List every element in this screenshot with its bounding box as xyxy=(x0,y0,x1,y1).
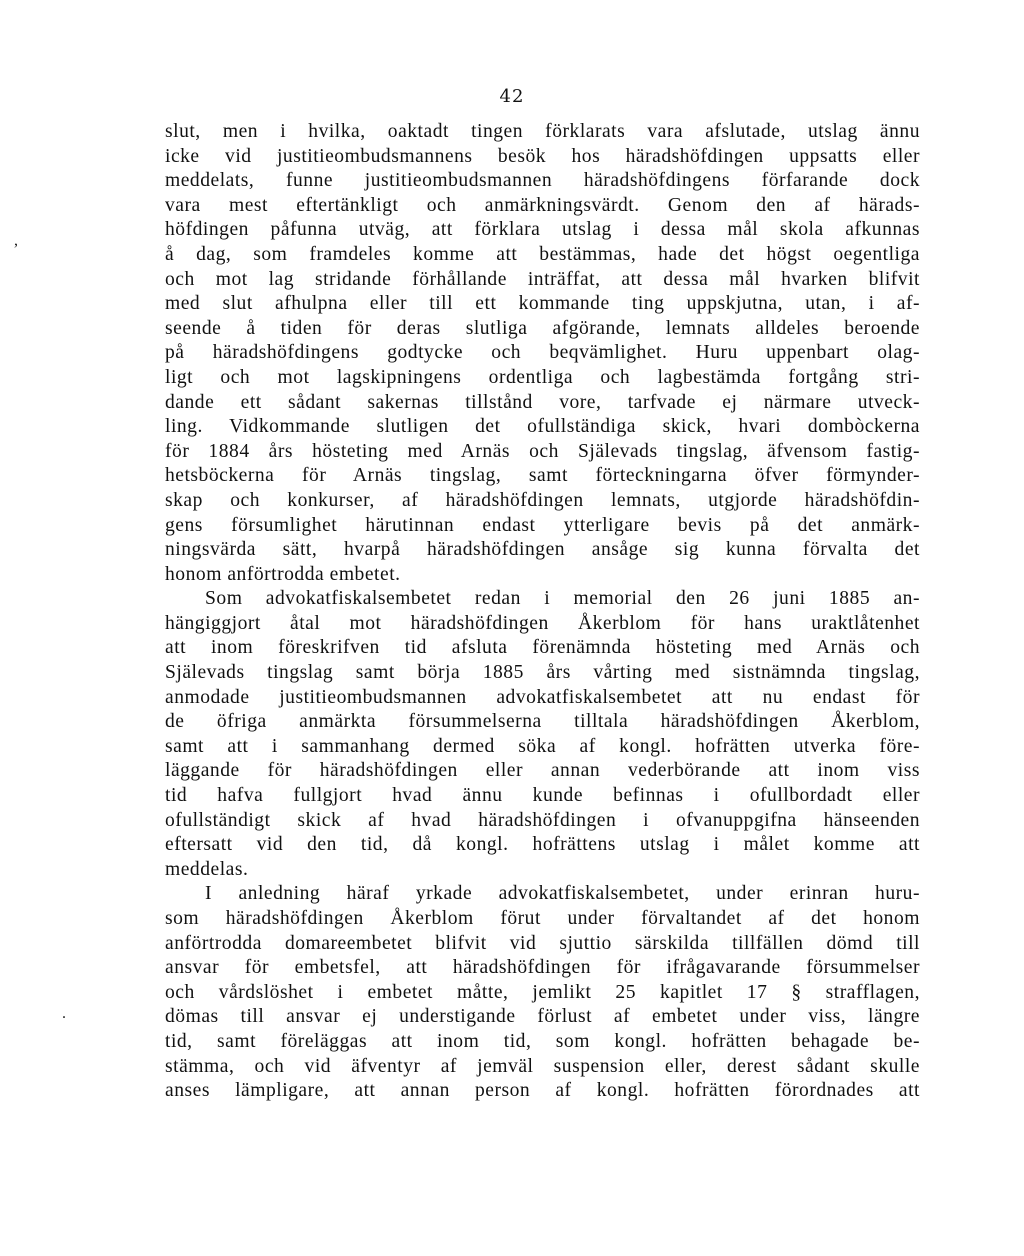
text-line: meddelats, funne justitieombudsmannen häradshöfdingens förfarande dock xyxy=(165,170,920,192)
text-line: på häradshöfdingens godtycke och beqvämlighet. Huru uppenbart olag- xyxy=(165,342,920,364)
text-line: eftersatt vid den tid, då kongl. hofrättens utslag i målet komme att xyxy=(165,834,920,856)
text-line: och mot lag stridande förhållande inträffat, att dessa mål hvarken blifvit xyxy=(165,268,920,290)
text-line: anmodade justitieombudsmannen advokatfiskalsembetet att nu endast för xyxy=(165,686,920,708)
text-line: ansvar för embetsfel, att häradshöfdingen för ifrågavarande försummelser xyxy=(165,957,920,979)
text-line: med slut afhulpna eller till ett kommande ting uppskjutna, utan, i af- xyxy=(165,293,920,315)
text-line: vara mest eftertänkligt och anmärkningsvärdt. Genom den af härads- xyxy=(165,194,920,216)
text-line: läggande för häradshöfdingen eller annan vederbörande att inom viss xyxy=(165,760,920,782)
text-line: Själevads tingslag samt börja 1885 års vårting med sistnämnda tingslag, xyxy=(165,662,920,684)
text-line: de öfriga anmärkta försummelserna tilltala häradshöfdingen Åkerblom, xyxy=(165,711,920,733)
text-line: skap och konkurser, af häradshöfdingen lemnats, utgjorde häradshöfdin- xyxy=(165,489,920,511)
text-line: seende å tiden för deras slutliga afgörande, lemnats alldeles beroende xyxy=(165,317,920,339)
text-line: hetsböckerna för Arnäs tingslag, samt förteckningarna öfver förmynder- xyxy=(165,465,920,487)
text-line: tid hafva fullgjort hvad ännu kunde befinnas i ofullbordadt eller xyxy=(165,785,920,807)
text-line: ling. Vidkommande slutligen det ofullständiga skick, hvari dombòckerna xyxy=(165,416,920,438)
text-line: stämma, och vid äfventyr af jemväl suspension eller, derest sådant skulle xyxy=(165,1055,920,1077)
text-line: Som advokatfiskalsembetet redan i memorial den 26 juni 1885 an- xyxy=(205,588,920,610)
text-line: icke vid justitieombudsmannens besök hos häradshöfdingen uppsatts eller xyxy=(165,145,920,167)
margin-mark: . xyxy=(62,1005,66,1022)
body-text xyxy=(165,120,920,1104)
text-line: för 1884 års hösteting med Arnäs och Själevads tingslag, äfvensom fastig- xyxy=(165,440,920,462)
text-line: samt att i sammanhang dermed söka af kongl. hofrätten utverka före- xyxy=(165,735,920,757)
margin-mark: , xyxy=(14,232,18,249)
text-line: som häradshöfdingen Åkerblom förut under förvaltandet af det honom xyxy=(165,908,920,929)
text-line: I anledning häraf yrkade advokatfiskalsembetet, under erinran huru- xyxy=(205,883,920,905)
page-number: 42 xyxy=(499,86,525,107)
text-line: ningsvärda sätt, hvarpå häradshöfdingen ansåge sig kunna förvalta det xyxy=(165,539,920,561)
text-line: slut, men i hvilka, oaktadt tingen förklarats vara afslutade, utslag ännu xyxy=(165,121,920,142)
text-line: höfdingen påfunna utväg, att förklara utslag i dessa mål skola afkunnas xyxy=(165,219,920,241)
text-line: tid, samt föreläggas att inom tid, som kongl. hofrätten behagade be- xyxy=(165,1030,920,1052)
text-line: hängiggjort åtal mot häradshöfdingen Åkerblom för hans uraktlåtenhet xyxy=(165,612,920,634)
text-line: dömas till ansvar ej understigande förlust af embetet under viss, längre xyxy=(165,1006,920,1028)
text-line: ofullständigt skick af hvad häradshöfdingen i ofvanuppgifna hänseenden xyxy=(165,809,920,831)
text-line: och vårdslöshet i embetet måtte, jemlikt 25 kapitlet 17 § strafflagen, xyxy=(165,981,920,1003)
text-line: anses lämpligare, att annan person af kongl. hofrätten förordnades att xyxy=(165,1080,920,1102)
text-line: att inom föreskrifven tid afsluta förenämnda hösteting med Arnäs och xyxy=(165,637,920,659)
text-line: dande ett sådant sakernas tillstånd vore, tarfvade ej närmare utveck- xyxy=(165,391,920,413)
text-line: gens försumlighet härutinnan endast ytterligare bevis på det anmärk- xyxy=(165,514,920,536)
text-line: ligt och mot lagskipningens ordentliga och lagbestämda fortgång stri- xyxy=(165,366,920,388)
text-line: anförtrodda domareembetet blifvit vid sjuttio särskilda tillfällen dömd till xyxy=(165,932,920,954)
text-line: honom anförtrodda embetet. xyxy=(165,563,401,585)
text-line: meddelas. xyxy=(165,858,249,880)
text-line: å dag, som framdeles komme att bestämmas, hade det högst oegentliga xyxy=(165,243,920,265)
